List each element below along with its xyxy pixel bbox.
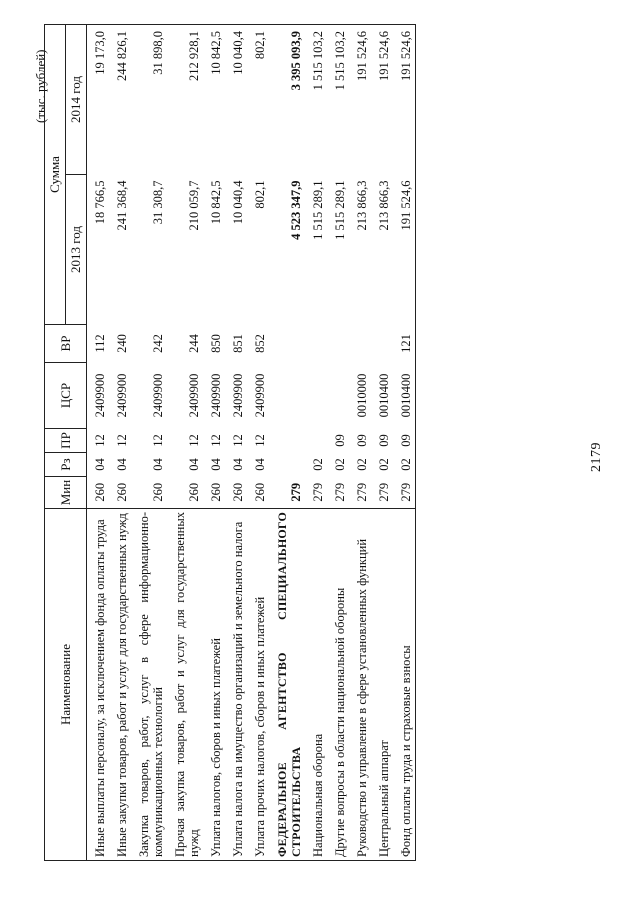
row-pr-cell	[269, 429, 305, 453]
header-csr: ЦСР	[45, 363, 87, 429]
header-min: Мин	[45, 477, 87, 509]
row-vr-cell: 121	[393, 325, 416, 363]
row-pr-cell	[305, 429, 327, 453]
units-label: (тыс. рублей)	[33, 49, 48, 123]
row-csr-cell	[327, 363, 349, 429]
row-vr-cell: 244	[187, 334, 201, 353]
header-2014: 2014 год	[66, 25, 87, 175]
row-2013-cell: 210 059,7	[187, 180, 201, 231]
row-2014-cell: 244 826,1	[109, 25, 131, 175]
row-name-cell: Другие вопросы в области национальной обороны	[327, 509, 349, 861]
row-csr-cell: 2409900	[231, 373, 245, 418]
table-row	[269, 25, 305, 861]
table-row	[327, 25, 349, 861]
row-name-cell: Иные выплаты персоналу, за исключением фонда оплаты труда	[87, 509, 110, 861]
row-pr-cell: 12	[187, 434, 201, 447]
row-pr-cell: 12	[209, 434, 223, 447]
row-csr-cell: 2409900	[115, 373, 129, 418]
table-row	[203, 25, 225, 861]
row-name-cell: Национальная оборона	[305, 509, 327, 861]
header-name: Наименование	[45, 509, 87, 861]
row-vr-cell: 240	[115, 334, 129, 353]
budget-table	[44, 24, 416, 861]
row-pr-cell: 12	[253, 434, 267, 447]
row-2014-cell: 191 524,6	[371, 25, 393, 175]
row-pr-cell: 09	[355, 434, 369, 447]
row-min-cell: 260	[151, 482, 165, 502]
table-row	[349, 25, 371, 861]
row-2013-cell: 1 515 289,1	[333, 180, 347, 240]
row-pr-cell: 12	[231, 434, 245, 447]
row-2014-cell: 10 040,4	[225, 25, 247, 175]
row-min-cell: 260	[93, 482, 107, 502]
row-csr-cell	[269, 363, 305, 429]
row-csr-cell	[305, 363, 327, 429]
table-row	[109, 25, 131, 861]
row-min-cell: 279	[289, 482, 303, 502]
header-rz: Рз	[45, 453, 87, 477]
row-vr-cell: 851	[231, 334, 245, 353]
row-vr-cell	[371, 325, 393, 363]
row-csr-cell: 0010400	[393, 363, 416, 429]
row-rz-cell: 04	[253, 458, 267, 471]
header-pr: ПР	[45, 429, 87, 453]
row-vr-cell: 852	[253, 334, 267, 353]
row-csr-cell: 2409900	[209, 373, 223, 418]
row-rz-cell: 04	[231, 458, 245, 471]
row-min-cell: 260	[253, 482, 267, 502]
row-csr-cell: 2409900	[151, 373, 165, 418]
row-2014-cell: 3 395 093,9	[269, 25, 305, 175]
row-2013-cell: 213 866,3	[377, 180, 391, 231]
row-csr-cell: 2409900	[253, 373, 267, 418]
row-2013-cell: 1 515 289,1	[311, 180, 325, 240]
table-row	[393, 25, 416, 861]
row-name-cell: Уплата налога на имущество организаций и земельного налога	[225, 509, 247, 861]
row-rz-cell: 04	[93, 458, 107, 471]
table-row	[371, 25, 393, 861]
row-min-cell: 279	[355, 482, 369, 502]
header-vr: ВР	[45, 325, 87, 363]
row-rz-cell: 02	[311, 458, 325, 471]
row-vr-cell: 112	[93, 334, 107, 353]
row-min-cell: 260	[187, 482, 201, 502]
row-2014-cell: 802,1	[247, 25, 269, 175]
row-pr-cell: 09	[377, 434, 391, 447]
row-min-cell: 279	[377, 482, 391, 502]
row-2014-cell: 191 524,6	[393, 25, 416, 175]
row-name-cell: Прочая закупка товаров, работ и услуг для государственных нужд	[167, 509, 203, 861]
row-2014-cell: 10 842,5	[203, 25, 225, 175]
row-2014-cell: 212 928,1	[167, 25, 203, 175]
table-row	[131, 25, 167, 861]
row-min-cell: 260	[231, 482, 245, 502]
row-name-cell: Центральный аппарат	[371, 509, 393, 861]
row-vr-cell: 850	[209, 334, 223, 353]
row-name-cell: Иные закупки товаров, работ и услуг для государственных нужд	[109, 509, 131, 861]
table-row	[247, 25, 269, 861]
row-2013-cell: 10 040,4	[231, 180, 245, 225]
row-min-cell: 279	[333, 482, 347, 502]
row-rz-cell: 02	[333, 458, 347, 471]
row-rz-cell: 02	[377, 458, 391, 471]
row-vr-cell	[349, 325, 371, 363]
table-row	[225, 25, 247, 861]
row-2013-cell: 18 766,5	[93, 180, 107, 225]
row-vr-cell	[327, 325, 349, 363]
row-name-cell: Фонд оплаты труда и страховые взносы	[393, 509, 416, 861]
row-pr-cell: 09	[333, 434, 347, 447]
row-name-cell: Руководство и управление в сфере установленных функций	[349, 509, 371, 861]
row-name-cell: ФЕДЕРАЛЬНОЕ АГЕНТСТВО СПЕЦИАЛЬНОГО СТРОИТЕЛЬСТВА	[269, 509, 305, 861]
page-number: 2179	[589, 442, 604, 472]
row-rz-cell: 02	[355, 458, 369, 471]
row-name-cell: Уплата налогов, сборов и иных платежей	[203, 509, 225, 861]
row-name-cell: Закупка товаров, работ, услуг в сфере информационно-коммуникационных технологий	[131, 509, 167, 861]
row-min-cell: 279	[311, 482, 325, 502]
row-rz-cell: 04	[187, 458, 201, 471]
row-min-cell: 260	[209, 482, 223, 502]
row-min-cell: 279	[393, 477, 416, 509]
row-2013-cell: 213 866,3	[355, 180, 369, 231]
row-rz-cell: 02	[393, 453, 416, 477]
row-csr-cell: 0010400	[377, 373, 391, 418]
row-2014-cell: 31 898,0	[131, 25, 167, 175]
row-2014-cell: 191 524,6	[349, 25, 371, 175]
row-pr-cell: 12	[115, 434, 129, 447]
row-name-cell: Уплата прочих налогов, сборов и иных платежей	[247, 509, 269, 861]
row-2013-cell: 241 368,4	[115, 180, 129, 231]
row-vr-cell	[269, 325, 305, 363]
row-csr-cell: 0010000	[355, 373, 369, 418]
row-2013-cell: 191 524,6	[393, 175, 416, 325]
table-row	[87, 25, 110, 861]
table-row	[305, 25, 327, 861]
row-2014-cell: 19 173,0	[87, 25, 110, 175]
row-2013-cell: 802,1	[253, 180, 267, 209]
row-pr-cell: 09	[393, 429, 416, 453]
row-2013-cell: 10 842,5	[209, 180, 223, 225]
row-2013-cell: 4 523 347,9	[289, 180, 303, 240]
row-pr-cell: 12	[151, 434, 165, 447]
row-min-cell: 260	[115, 482, 129, 502]
row-2014-cell: 1 515 103,2	[327, 25, 349, 175]
table-body	[87, 25, 416, 861]
row-rz-cell	[269, 453, 305, 477]
row-csr-cell: 2409900	[187, 373, 201, 418]
row-2014-cell: 1 515 103,2	[305, 25, 327, 175]
row-vr-cell: 242	[151, 334, 165, 353]
row-vr-cell	[305, 325, 327, 363]
row-rz-cell: 04	[151, 458, 165, 471]
row-rz-cell: 04	[115, 458, 129, 471]
row-pr-cell: 12	[93, 434, 107, 447]
row-csr-cell: 2409900	[93, 373, 107, 418]
header-sum: Сумма	[45, 25, 66, 325]
row-2013-cell: 31 308,7	[151, 180, 165, 225]
row-rz-cell: 04	[209, 458, 223, 471]
header-2013: 2013 год	[66, 175, 87, 325]
table-row	[167, 25, 203, 861]
